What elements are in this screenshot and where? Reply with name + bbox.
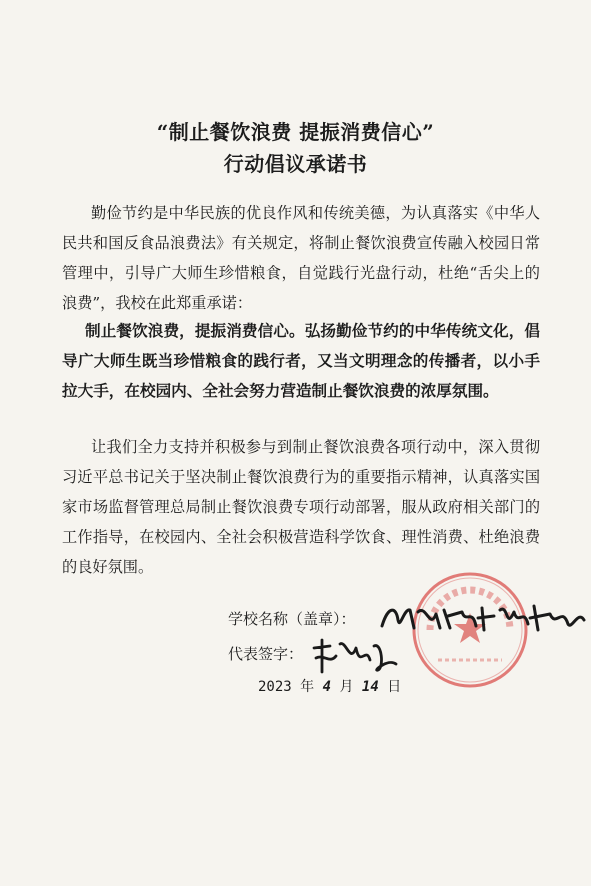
date-line [258,676,401,696]
date-day-suffix: 日 [387,679,402,695]
date-month-suffix: 月 [339,679,354,695]
document-title-line1: “制止餐饮浪费 提振消费信心” [156,120,435,144]
document-title-line2: 行动倡议承诺书 [223,152,368,176]
date-year: 2023 年 [258,679,315,695]
official-seal-stamp [408,568,532,692]
representative-signature-label: 代表签字： [228,645,304,663]
paragraph-3: 让我们全力支持并积极参与到制止餐饮浪费各项行动中，深入贯彻习近平总书记关于坚决制止餐饮浪费行为的重要指示精神，认真落实国家市场监督管理总局制止餐饮浪费专项行动部署，服从政府相关部门的工作指导，在校园内、全社会积极营造科学饮食、理性消费、杜绝浪费的良好氛围。 [62,438,540,576]
date-month-handwritten: 4 [322,679,332,695]
date-day-handwritten: 14 [361,679,379,695]
paragraph-2: 制止餐饮浪费，提振消费信心。弘扬勤俭节约的中华传统文化，倡导广大师生既当珍惜粮食的践行者，又当文明理念的传播者，以小手拉大手，在校园内、全社会努力营造制止餐饮浪费的浓厚氛围。 [62,322,540,400]
representative-signature-icon [310,638,402,676]
school-name-label: 学校名称（盖章）： [228,610,356,628]
paragraph-1: 勤俭节约是中华民族的优良作风和传统美德，为认真落实《中华人民共和国反食品浪费法》有关规定，将制止餐饮浪费宣传融入校园日常管理中，引导广大师生珍惜粮食，自觉践行光盘行动，杜绝“舌尖上的浪费”，我校在此郑重承诺： [62,204,540,312]
handwritten-representative-name [310,638,402,680]
